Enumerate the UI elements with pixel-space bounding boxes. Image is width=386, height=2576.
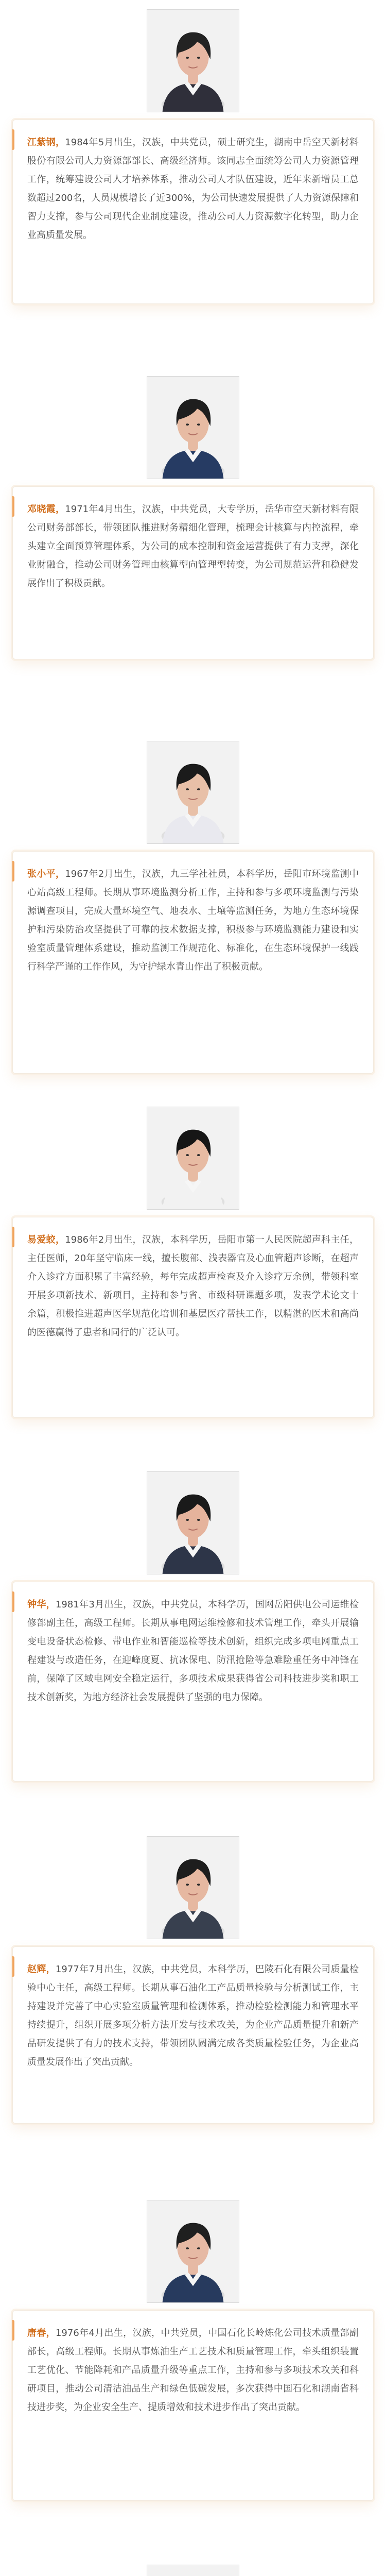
portrait-photo xyxy=(147,2200,239,2303)
profile-card xyxy=(0,1107,386,1418)
portrait-icon xyxy=(147,2565,239,2576)
bio-accent-bar xyxy=(12,1227,14,1247)
person-name: 钟华， xyxy=(27,1599,56,1610)
profile-card xyxy=(0,2565,386,2576)
bio-paragraph xyxy=(27,500,359,593)
portrait-photo xyxy=(147,1471,239,1574)
bio-paragraph xyxy=(27,1231,359,1342)
portrait-icon xyxy=(147,741,239,843)
portrait-photo-wrap xyxy=(147,2565,239,2576)
person-name: 邓晓霞， xyxy=(27,504,65,515)
bio-accent-bar xyxy=(12,496,14,517)
bio-text: 1986年2月出生，汉族，本科学历，岳阳市第一人民医院超声科主任，主任医师，20年坚守临床一线，擅长腹部、浅表器官及心血管超声诊断，在超声介入诊疗方面积累了丰富经验，每年完成超声检查及介入诊疗万余例，带领科室开展多项新技术、新项目，主持和参与省、市级科研课题多项，发表学术论文十余篇，积极推进超声医学规范化培训和基层医疗帮扶工作，以精湛的医术和高尚的医德赢得了患者和同行的广泛认可。 xyxy=(27,1234,359,1338)
portrait-icon xyxy=(147,10,239,112)
portrait-photo-wrap xyxy=(147,376,239,479)
bio-text: 1967年2月出生，汉族，九三学社社员，本科学历，岳阳市环境监测中心站高级工程师。长期从事环境监测分析工作，主持和参与多项环境监测与污染源调查项目，完成大量环境空气、地表水、土壤等监测任务，为地方生态环境保护和污染防治攻坚提供了可靠的技术数据支撑，积极参与环境监测能力建设和实验室质量管理体系建设，推动监测工作规范化、标准化，在生态环境保护一线践行科学严谨的工作作风，为守护绿水青山作出了积极贡献。 xyxy=(27,869,359,972)
bio-card xyxy=(12,2310,374,2501)
portrait-photo-wrap xyxy=(147,1836,239,1939)
person-name: 张小平， xyxy=(27,869,65,879)
bio-card xyxy=(12,1217,374,1418)
person-name: 易爱蛟， xyxy=(27,1234,65,1245)
portrait-photo xyxy=(147,376,239,479)
bio-accent-bar xyxy=(12,129,14,150)
portrait-icon xyxy=(147,2200,239,2302)
profile-card xyxy=(0,9,386,304)
person-name: 赵辉， xyxy=(27,1964,56,1975)
bio-accent-bar xyxy=(12,861,14,882)
bio-accent-bar xyxy=(12,2320,14,2341)
portrait-photo xyxy=(147,1836,239,1939)
bio-paragraph xyxy=(27,1960,359,2072)
bio-card xyxy=(12,486,374,659)
bio-accent-bar xyxy=(12,1591,14,1612)
portrait-icon xyxy=(147,1837,239,1939)
portrait-photo xyxy=(147,9,239,112)
portrait-icon xyxy=(147,1107,239,1209)
bio-paragraph xyxy=(27,2324,359,2417)
portrait-photo-wrap xyxy=(147,1471,239,1574)
portrait-photo-wrap xyxy=(147,741,239,844)
person-name: 唐春， xyxy=(27,2328,56,2338)
portrait-icon xyxy=(147,377,239,479)
bio-card xyxy=(12,1946,374,2124)
bio-paragraph xyxy=(27,1596,359,1707)
portrait-icon xyxy=(147,1472,239,1574)
bio-text: 1971年4月出生，汉族，中共党员，大专学历，岳华市空天新材料有限公司财务部部长，带领团队推进财务精细化管理，梳理会计核算与内控流程，牵头建立全面预算管理体系，为公司的成本控制和资金运营提供了有力支撑，深化业财融合，推动公司财务管理由核算型向管理型转变，为公司规范运营和稳健发展作出了积极贡献。 xyxy=(27,504,359,589)
bio-accent-bar xyxy=(12,1956,14,1977)
bio-text: 1984年5月出生，汉族，中共党员，硕士研究生，湖南中岳空天新材料股份有限公司人力资源部部长、高级经济师。该同志全面统筹公司人力资源管理工作，统筹建设公司人才培养体系，推动公司人才队伍建设，近年来新增员工总数超过200名，人员规模增长了近300%，为公司快速发展提供了人力资源保障和智力支撑，参与公司现代企业制度建设，推动公司人力资源数字化转型，助力企业高质量发展。 xyxy=(27,137,359,241)
portrait-photo xyxy=(147,1107,239,1210)
bio-text: 1976年4月出生，汉族，中共党员，中国石化长岭炼化公司技术质量部副部长，高级工程师。长期从事炼油生产工艺技术和质量管理工作，牵头组织装置工艺优化、节能降耗和产品质量升级等重点工作，主持和参与多项技术攻关和科研项目，推动公司清洁油品生产和绿色低碳发展，多次获得中国石化和湖南省科技进步奖，为企业安全生产、提质增效和技术进步作出了突出贡献。 xyxy=(27,2328,359,2413)
profile-card xyxy=(0,1836,386,2124)
portrait-photo xyxy=(147,2565,239,2576)
profile-card xyxy=(0,1471,386,1782)
bio-paragraph xyxy=(27,865,359,976)
bio-paragraph xyxy=(27,133,359,245)
bio-card xyxy=(12,851,374,1074)
profile-card xyxy=(0,741,386,1074)
bio-text: 1977年7月出生，汉族，中共党员，本科学历，巴陵石化有限公司质量检验中心主任，高级工程师。长期从事石油化工产品质量检验与分析测试工作，主持建设并完善了中心实验室质量管理和检测体系，推动检验检测能力和管理水平持续提升，组织开展多项分析方法开发与技术攻关，为企业产品质量提升和新产品研发提供了有力的技术支持，带领团队圆满完成各类质量检验任务，为企业高质量发展作出了突出贡献。 xyxy=(27,1964,359,2067)
person-name: 江紫钢， xyxy=(27,137,65,148)
bio-card xyxy=(12,120,374,304)
portrait-photo-wrap xyxy=(147,9,239,112)
portrait-photo xyxy=(147,741,239,844)
profile-card xyxy=(0,2200,386,2501)
bio-text: 1981年3月出生，汉族，中共党员，本科学历，国网岳阳供电公司运维检修部副主任，高级工程师。长期从事电网运维检修和技术管理工作，牵头开展输变电设备状态检修、带电作业和智能巡检等技术创新，组织完成多项电网重点工程建设与改造任务，在迎峰度夏、抗冰保电、防汛抢险等急难险重任务中冲锋在前，保障了区域电网安全稳定运行，多项技术成果获得省公司科技进步奖和职工技术创新奖，为地方经济社会发展提供了坚强的电力保障。 xyxy=(27,1599,359,1703)
profile-card xyxy=(0,376,386,659)
portrait-photo-wrap xyxy=(147,1107,239,1210)
portrait-photo-wrap xyxy=(147,2200,239,2303)
bio-card xyxy=(12,1582,374,1782)
